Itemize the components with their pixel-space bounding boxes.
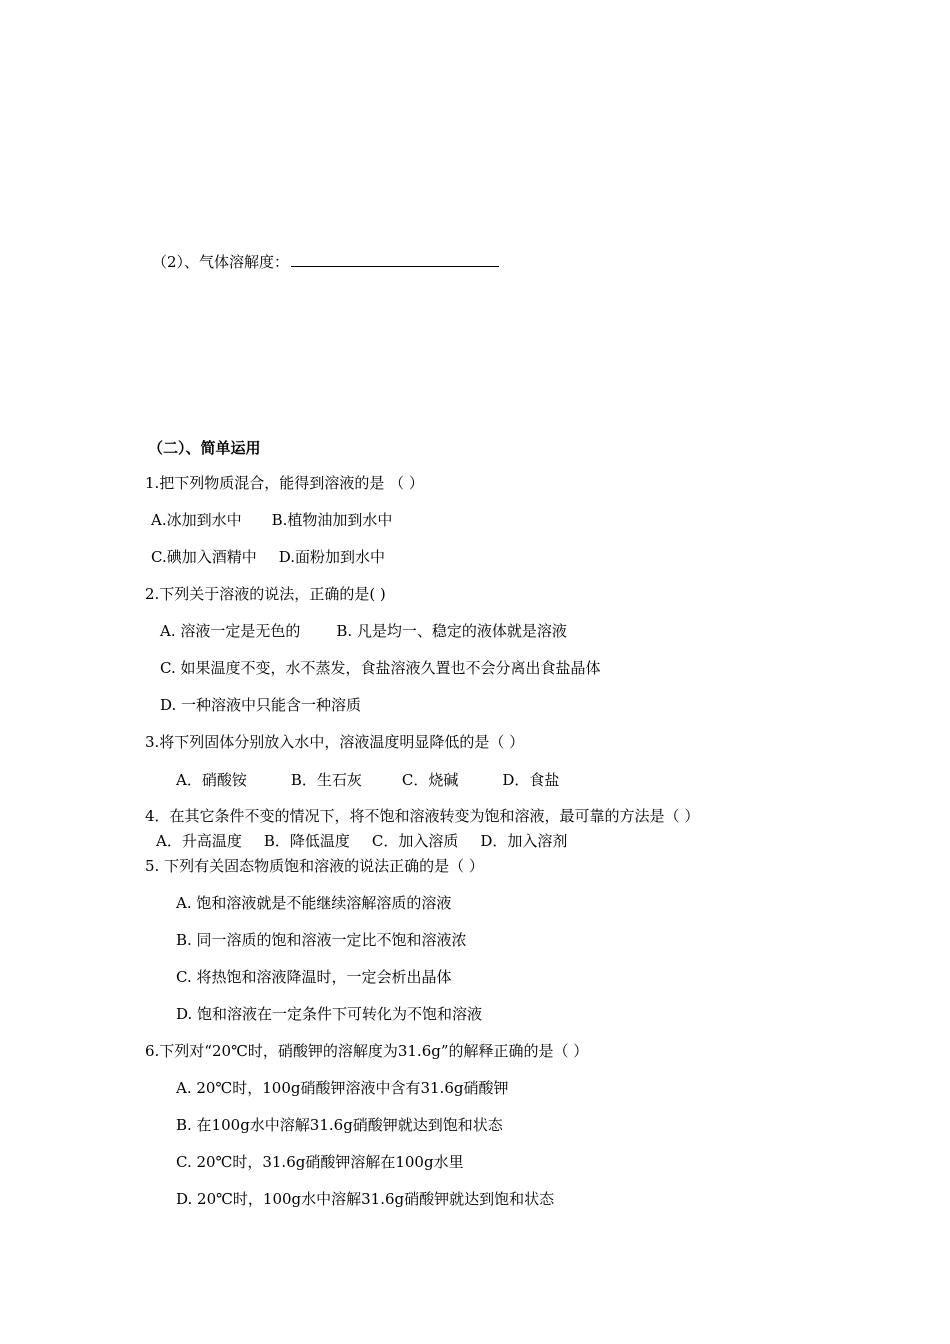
question-1-options-row-2 [151,547,385,567]
question-3-option-d[interactable]: D．食盐 [502,771,560,789]
question-2-option-b[interactable]: B. 凡是均一、稳定的液体就是溶液 [336,622,567,640]
question-3-stem: 3.将下列固体分别放入水中，溶液温度明显降低的是（ ） [145,733,525,751]
question-5-option-c[interactable]: C. 将热饱和溶液降温时，一定会析出晶体 [176,968,452,986]
question-2-option-c[interactable]: C. 如果温度不变，水不蒸发，食盐溶液久置也不会分离出食盐晶体 [160,659,601,677]
question-1-option-c[interactable]: C.碘加入酒精中 [151,548,257,566]
gas-solubility-label: （2）、气体溶解度： [152,253,290,271]
question-2-stem: 2.下列关于溶液的说法，正确的是( ) [145,585,386,603]
question-1-option-b[interactable]: B.植物油加到水中 [271,511,393,529]
question-6-option-a[interactable]: A. 20℃时，100g硝酸钾溶液中含有31.6g硝酸钾 [176,1079,509,1097]
question-2-option-a[interactable]: A. 溶液一定是无色的 [160,622,301,640]
question-4-option-c[interactable]: C．加入溶质 [371,832,459,850]
question-6-stem: 6.下列对“20℃时，硝酸钾的溶解度为31.6g”的解释正确的是（ ） [145,1042,589,1060]
question-3-option-c[interactable]: C．烧碱 [401,771,459,789]
question-1-option-d[interactable]: D.面粉加到水中 [278,548,385,566]
question-4-stem: 4．在其它条件不变的情况下，将不饱和溶液转变为饱和溶液，最可靠的方法是（ ） [145,807,700,825]
question-4-option-d[interactable]: D．加入溶剂 [480,832,568,850]
question-6-option-c[interactable]: C. 20℃时，31.6g硝酸钾溶解在100g水里 [176,1153,464,1171]
question-6-option-d[interactable]: D. 20℃时，100g水中溶解31.6g硝酸钾就达到饱和状态 [176,1190,555,1208]
question-1-stem: 1.把下列物质混合，能得到溶液的是 （ ） [145,474,424,492]
question-1-options-row-1 [151,510,392,530]
question-5-option-a[interactable]: A. 饱和溶液就是不能继续溶解溶质的溶液 [176,894,452,912]
question-2-options-row-1 [160,621,567,641]
gas-solubility-line [152,252,499,272]
question-6-option-b[interactable]: B. 在100g水中溶解31.6g硝酸钾就达到饱和状态 [176,1116,503,1134]
question-3-options-row [176,770,559,790]
question-3-option-b[interactable]: B．生石灰 [290,771,362,789]
fill-in-blank[interactable] [291,252,499,267]
question-4-option-b[interactable]: B．降低温度 [263,832,350,850]
question-4-option-a[interactable]: A．升高温度 [156,832,242,850]
question-1-option-a[interactable]: A.冰加到水中 [151,511,242,529]
question-3-option-a[interactable]: A．硝酸铵 [176,771,247,789]
question-5-option-b[interactable]: B. 同一溶质的饱和溶液一定比不饱和溶液浓 [176,931,467,949]
question-5-stem: 5. 下列有关固态物质饱和溶液的说法正确的是（ ） [145,857,484,875]
question-2-option-d[interactable]: D. 一种溶液中只能含一种溶质 [160,696,362,714]
question-4-options-row [156,831,567,851]
question-5-option-d[interactable]: D. 饱和溶液在一定条件下可转化为不饱和溶液 [176,1005,483,1023]
section-title: （二）、简单运用 [148,439,261,457]
